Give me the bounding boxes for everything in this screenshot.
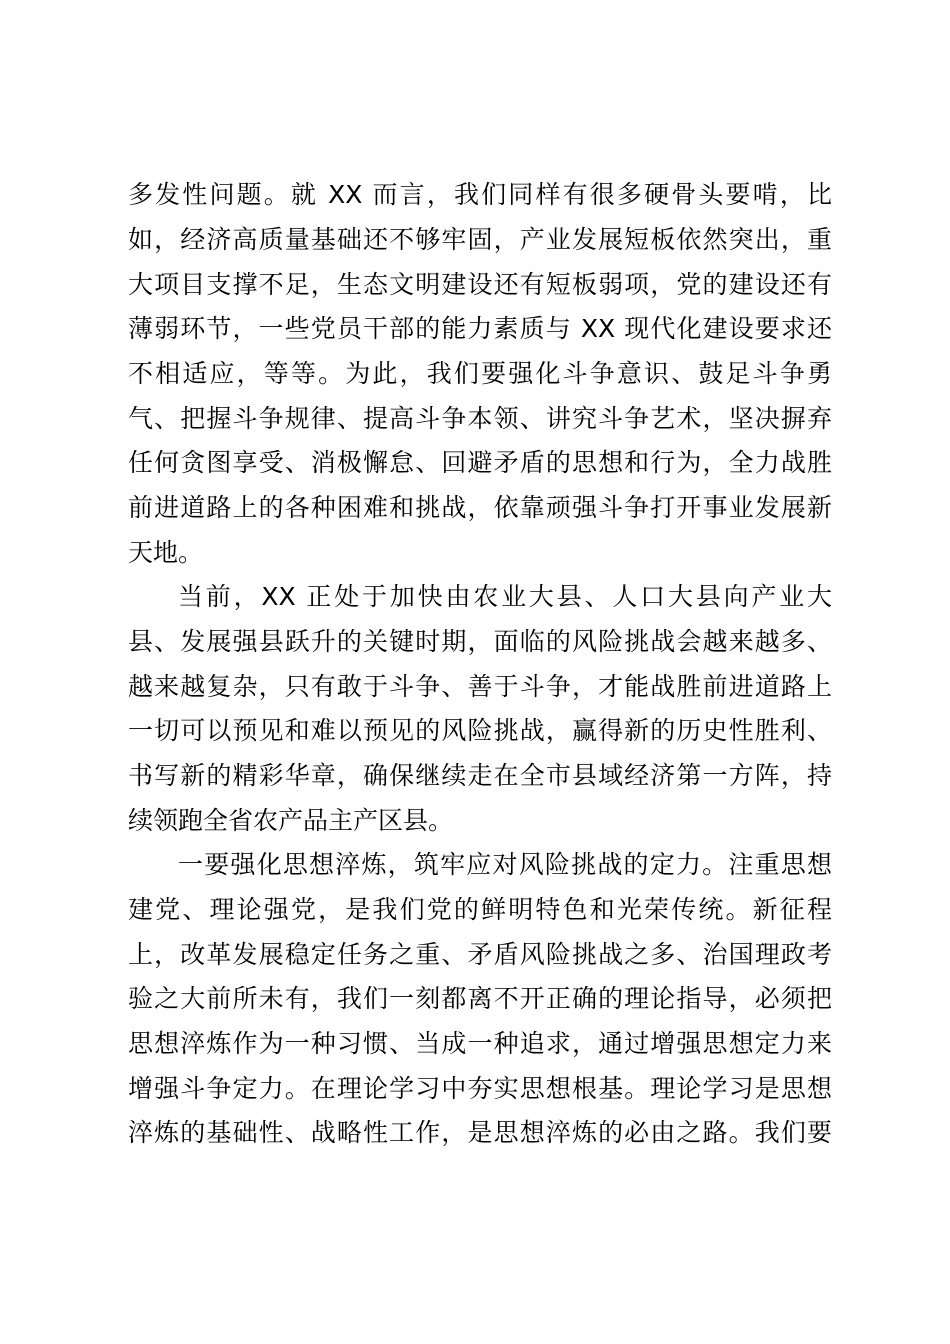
paragraph-first-line: 一要强化思想淬炼，筑牢应对风险挑战的定力。注重思想 (178, 850, 832, 879)
text-line: 淬炼的基础性、战略性工作，是思想淬炼的必由之路。我们要 (128, 1118, 832, 1147)
text-line: 验之大前所未有，我们一刻都离不开正确的理论指导，必须把 (128, 984, 832, 1013)
text-line: 天地。 (128, 538, 204, 567)
text-line: 任何贪图享受、消极懈怠、回避矛盾的思想和行为，全力战胜 (128, 448, 832, 477)
text-line: 思想淬炼作为一种习惯、当成一种追求，通过增强思想定力来 (128, 1029, 832, 1058)
text-line: 如，经济高质量基础还不够牢固，产业发展短板依然突出，重 (128, 225, 832, 254)
text-line: 建党、理论强党，是我们党的鲜明特色和光荣传统。新征程 (128, 895, 832, 924)
text-line: 气、把握斗争规律、提高斗争本领、讲究斗争艺术，坚决摒弃 (128, 404, 832, 433)
text-line: 前进道路上的各种困难和挑战，依靠顽强斗争打开事业发展新 (128, 493, 832, 522)
text-line: 一切可以预见和难以预见的风险挑战，赢得新的历史性胜利、 (128, 716, 832, 745)
text-line: 多发性问题。就 XX 而言，我们同样有很多硬骨头要啃，比 (128, 180, 832, 209)
paragraph-first-line: 当前，XX 正处于加快由农业大县、人口大县向产业大 (178, 582, 832, 611)
text-line: 薄弱环节，一些党员干部的能力素质与 XX 现代化建设要求还 (128, 314, 832, 343)
text-line: 县、发展强县跃升的关键时期，面临的风险挑战会越来越多、 (128, 627, 832, 656)
text-line: 上，改革发展稳定任务之重、矛盾风险挑战之多、治国理政考 (128, 940, 832, 969)
text-line: 增强斗争定力。在理论学习中夯实思想根基。理论学习是思想 (128, 1074, 832, 1103)
text-line: 越来越复杂，只有敢于斗争、善于斗争，才能战胜前进道路上 (128, 672, 832, 701)
text-line: 书写新的精彩华章，确保继续走在全市县域经济第一方阵，持 (128, 761, 832, 790)
text-line: 不相适应，等等。为此，我们要强化斗争意识、鼓足斗争勇 (128, 359, 832, 388)
text-line: 续领跑全省农产品主产区县。 (128, 806, 454, 835)
text-line: 大项目支撑不足，生态文明建设还有短板弱项，党的建设还有 (128, 270, 832, 299)
